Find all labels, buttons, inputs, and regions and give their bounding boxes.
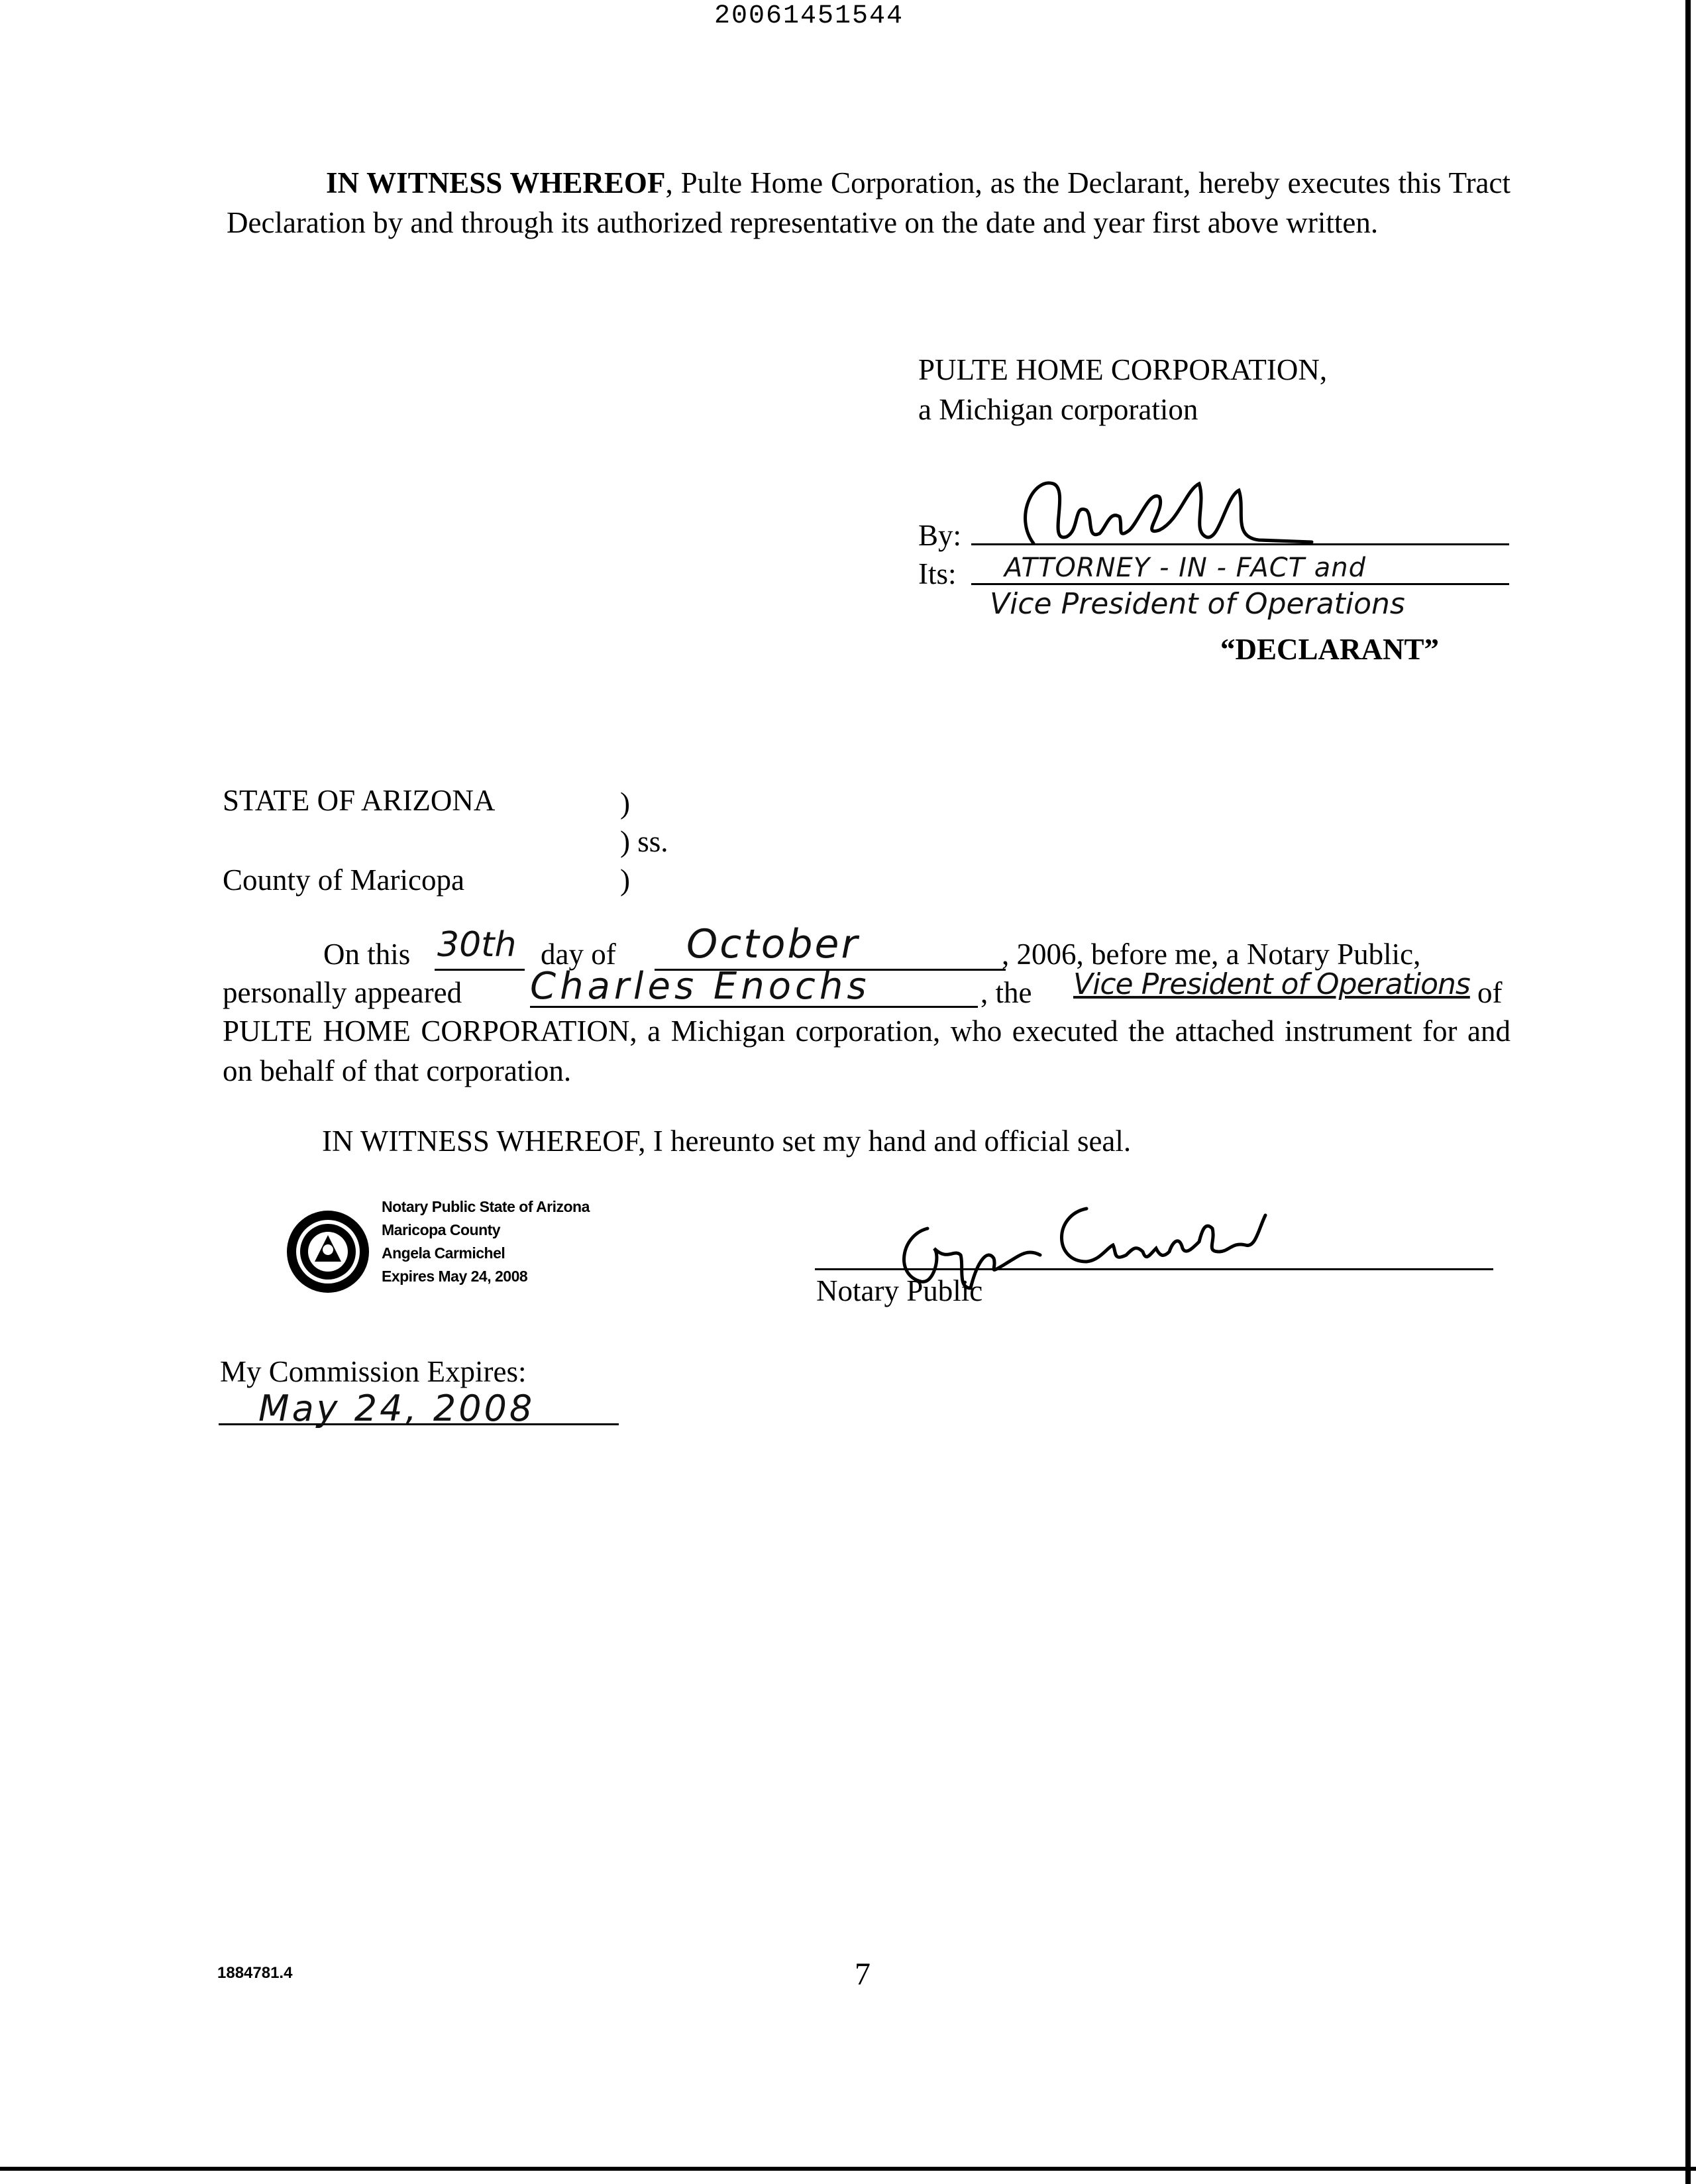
page-number: 7 xyxy=(855,1957,871,1992)
witness-paragraph xyxy=(227,163,1510,243)
ack-on-this: On this xyxy=(323,938,411,971)
notary-seal-text xyxy=(382,1195,590,1288)
commission-label: My Commission Expires: xyxy=(220,1355,527,1388)
ack-day: 30th xyxy=(437,925,517,965)
ack-day-of: day of xyxy=(541,938,616,971)
seal-line-2: Maricopa County xyxy=(382,1221,501,1238)
ack-day-line xyxy=(435,969,525,971)
its-handwritten-1: ATTORNEY - IN - FACT and xyxy=(1004,553,1367,583)
seal-line-1: Notary Public State of Arizona xyxy=(382,1198,590,1215)
ack-of: of xyxy=(1477,976,1503,1009)
ack-title: Vice President of Operations xyxy=(1073,967,1470,1001)
ack-year-text: , 2006, before me, a Notary Public, xyxy=(1002,938,1421,971)
declarant-role: “DECLARANT” xyxy=(1220,633,1440,666)
venue-county: County of Maricopa xyxy=(223,863,464,897)
venue-paren-2: ) xyxy=(620,863,630,897)
witness-text: , Pulte Home Corporation, as the Declarant, hereby executes this Tract Declaration by and through its authorized representative on the date and year first above written. xyxy=(227,166,1511,239)
its-label: Its: xyxy=(918,557,957,590)
venue-ss: ) ss. xyxy=(620,825,668,858)
notary-public-label: Notary Public xyxy=(816,1274,983,1307)
seal-line-3: Angela Carmichel xyxy=(382,1244,505,1262)
ack-personally-appeared: personally appeared xyxy=(223,976,462,1009)
scan-border-right xyxy=(1685,0,1691,2184)
ack-rest: PULTE HOME CORPORATION, a Michigan corporation, who executed the attached instrument for and on behalf of that corporation. xyxy=(223,1014,1510,1087)
company-type: a Michigan corporation xyxy=(918,393,1198,426)
document-reference: 1884781.4 xyxy=(217,1964,293,1982)
declarant-signature xyxy=(1007,464,1318,557)
witness-seal-line: IN WITNESS WHEREOF, I hereunto set my hand and official seal. xyxy=(322,1124,1132,1158)
venue-paren-1: ) xyxy=(620,787,630,820)
seal-line-4: Expires May 24, 2008 xyxy=(382,1268,528,1285)
notary-seal-icon xyxy=(285,1209,371,1295)
ack-month: October xyxy=(686,921,860,967)
witness-lead: IN WITNESS WHEREOF xyxy=(326,166,666,199)
commission-date: May 24, 2008 xyxy=(258,1388,535,1429)
company-name: PULTE HOME CORPORATION, xyxy=(918,353,1328,386)
its-handwritten-2: Vice President of Operations xyxy=(990,587,1405,621)
venue-state: STATE OF ARIZONA xyxy=(223,784,496,817)
by-label: By: xyxy=(918,519,962,552)
document-number: 20061451544 xyxy=(714,1,904,31)
its-line xyxy=(971,583,1509,585)
ack-name: Charles Enochs xyxy=(530,965,871,1008)
ack-the: , the xyxy=(980,976,1032,1009)
scan-border-bottom xyxy=(0,2167,1696,2171)
